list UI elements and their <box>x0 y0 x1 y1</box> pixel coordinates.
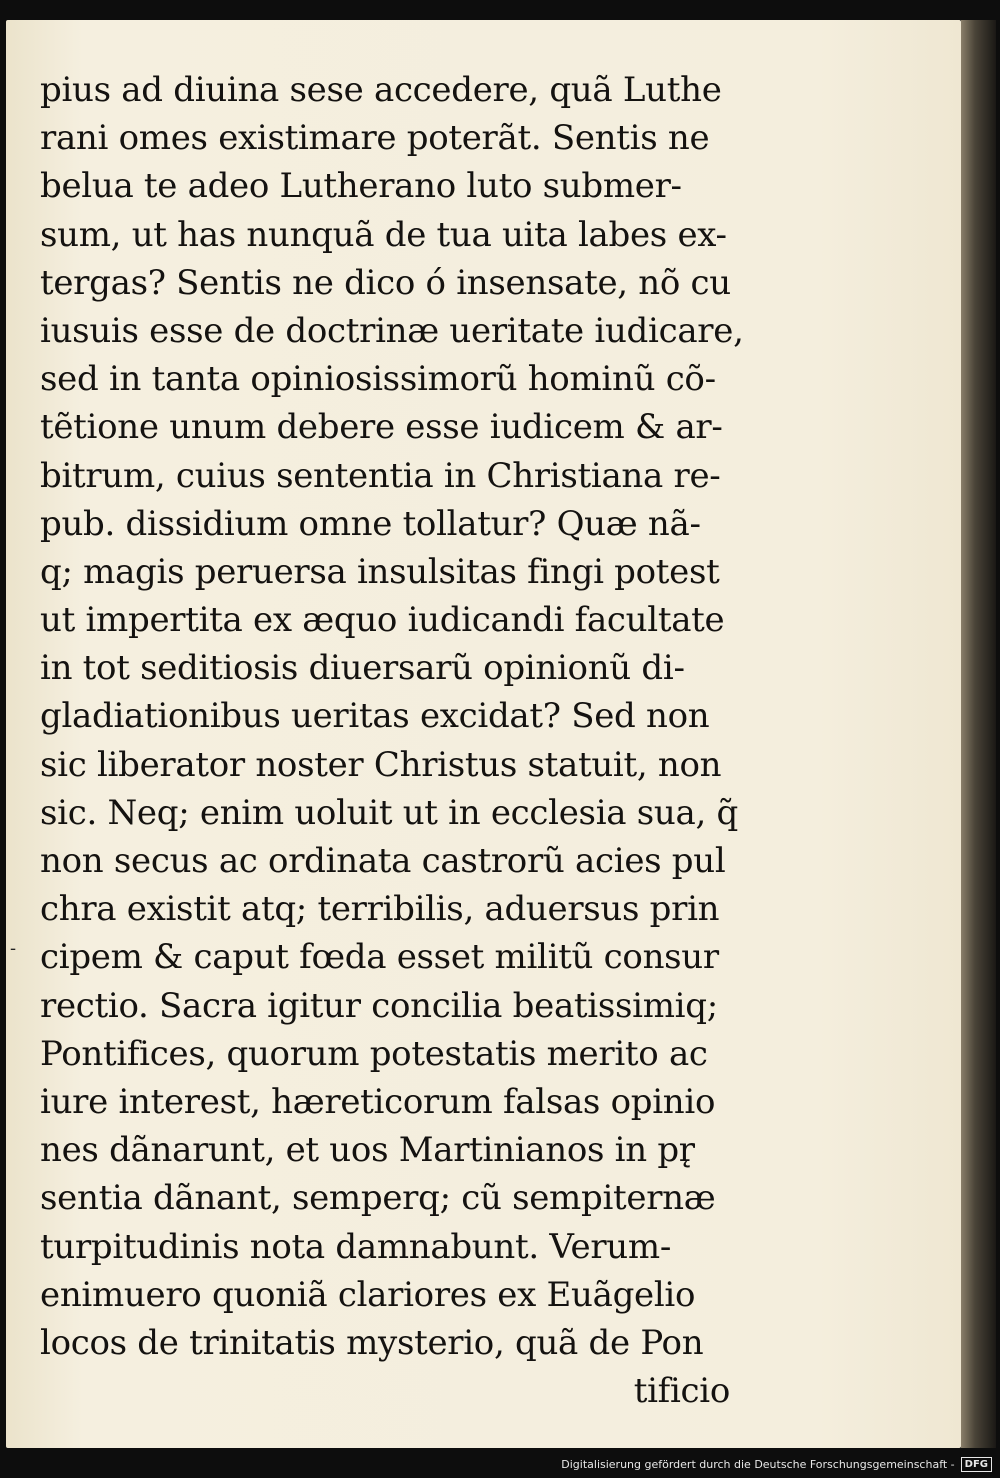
dfg-logo-icon: DFG <box>961 1457 992 1472</box>
text-line: pub. dissidium omne tollatur? Quæ nã- <box>40 503 701 544</box>
text-line: bitrum, cuius sententia in Christiana re- <box>40 455 721 496</box>
text-line: gladiationibus ueritas excidat? Sed non <box>40 696 710 737</box>
text-line: ut impertita ex æquo iudicandi facultate <box>40 600 725 641</box>
text-line: Pontifices, quorum potestatis merito ac <box>40 1033 708 1074</box>
text-line: belua te adeo Lutherano luto submer- <box>40 166 682 207</box>
text-line: locos de trinitatis mysterio, quã de Pon <box>40 1322 704 1363</box>
text-line: sic. Neq; enim uoluit ut in ecclesia sua, q̃ <box>40 792 738 833</box>
text-line: sentia dãnant, semperq; cũ sempiternæ <box>40 1178 716 1219</box>
text-line: iusuis esse de doctrinæ ueritate iudicare, <box>40 310 744 351</box>
funding-credit: Digitalisierung gefördert durch die Deutsche Forschungsgemeinschaft - <box>561 1457 955 1471</box>
text-line: iure interest, hæreticorum falsas opinio <box>40 1081 716 1122</box>
text-line: enimuero quoniã clariores ex Euãgelio <box>40 1274 696 1315</box>
margin-mark: - <box>10 938 17 959</box>
digitization-footer <box>561 1454 992 1474</box>
text-line: non secus ac ordinata castrorũ acies pul <box>40 841 726 881</box>
text-line: turpitudinis nota damnabunt. Verum- <box>40 1226 672 1267</box>
text-line: rani omes existimare poterãt. Sentis ne <box>40 118 710 159</box>
text-line: sum, ut has nunquã de tua uita labes ex- <box>40 214 727 255</box>
page-fore-edge <box>961 20 996 1448</box>
text-line: tẽtione unum debere esse iudicem & ar- <box>40 407 723 448</box>
text-line: tergas? Sentis ne dico ó insensate, nõ cu <box>40 262 731 303</box>
text-line: rectio. Sacra igitur concilia beatissimiq; <box>40 985 718 1026</box>
text-block <box>40 66 744 1415</box>
text-line: q; magis peruersa insulsitas fingi potest <box>40 551 720 592</box>
text-line: nes dãnarunt, et uos Martinianos in pr̨ <box>40 1130 695 1171</box>
text-line: chra existit atq; terribilis, aduersus prin <box>40 889 720 930</box>
text-line: sic liberator noster Christus statuit, non <box>40 744 722 785</box>
text-line: in tot seditiosis diuersarũ opinionũ di- <box>40 648 685 689</box>
text-line: cipem & caput fœda esset militũ consur <box>40 937 719 978</box>
catchword: tificio <box>633 1371 730 1412</box>
book-page <box>6 20 961 1448</box>
text-line: sed in tanta opiniosissimorũ hominũ cõ- <box>40 359 716 400</box>
text-line: pius ad diuina sese accedere, quã Luthe <box>40 70 722 110</box>
